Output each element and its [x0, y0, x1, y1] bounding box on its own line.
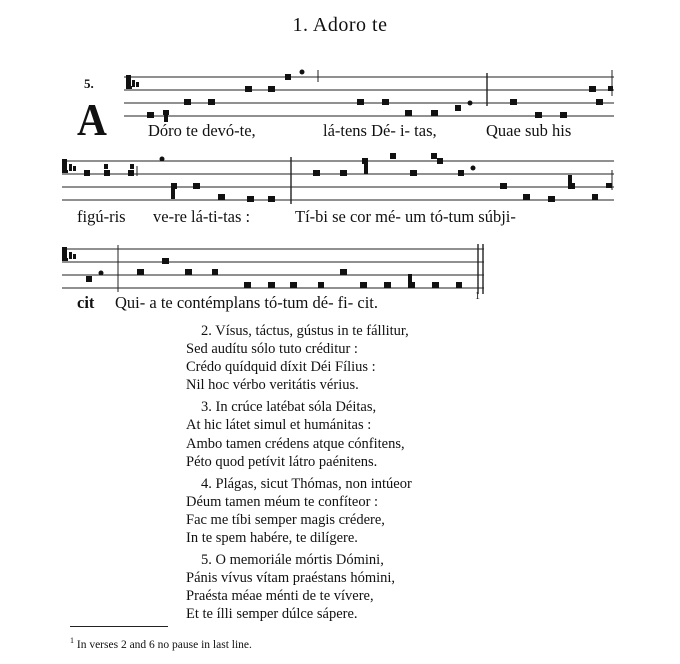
stanza-line: 4. Plágas, sicut Thómas, non intúeor — [201, 475, 412, 492]
stanza-line: Nil hoc vérbo veritátis vérius. — [186, 377, 359, 394]
stanza-line: Déum tamen méum te confíteor : — [186, 493, 379, 510]
stanza-line: Praésta méae ménti de te vívere, — [186, 588, 374, 605]
stanza-line: 5. O memoriále mórtis Dómini, — [201, 552, 384, 569]
initial-letter: A — [77, 94, 107, 145]
lyric-line2-a: figú-ris — [77, 207, 126, 226]
stanza-line: Pánis vívus vítam praéstans hómini, — [186, 570, 396, 587]
stanza-line: Crédo quídquid díxit Déi Fílius : — [186, 359, 376, 376]
lyric-line3-a: cit — [77, 293, 95, 312]
stanza-line: Fac me tíbi semper magis crédere, — [186, 511, 385, 528]
stanza-line: In te spem habére, te dilígere. — [186, 530, 358, 547]
lyric-line1-c: Quae sub his — [486, 121, 572, 140]
stanza-line: Sed audítu sólo tuto créditur : — [186, 341, 358, 358]
mode-number: 5. — [84, 76, 94, 91]
verses — [186, 322, 412, 624]
stanza-line: 3. In crúce latébat sóla Déitas, — [201, 399, 377, 416]
lyric-line1-b: lá-tens Dé- i- tas, — [323, 121, 437, 140]
page-title: 1. Adoro te — [292, 14, 388, 36]
stanza-line: Péto quod petívit látro paénitens. — [186, 453, 378, 470]
lyric-line2-b: ve-re lá-ti-tas : — [153, 207, 251, 226]
footnote-divider — [70, 626, 168, 627]
stanza-4 — [186, 475, 412, 547]
stanza-line: 2. Vísus, táctus, gústus in te fállitur, — [201, 323, 409, 339]
lyric-line1-a: Dóro te devó-te, — [148, 121, 256, 140]
stanza-line: At hic látet simul et humánitas : — [186, 417, 372, 434]
stanza-line: Ambo tamen crédens atque cónfitens, — [186, 435, 405, 452]
stanza-5 — [186, 551, 412, 623]
lyric-line3-b: Qui- a te contémplans tó-tum dé- fi- cit. — [115, 293, 379, 312]
footnote-marker: 1 — [475, 291, 480, 302]
chant-staff-2 — [0, 150, 680, 214]
stanza-2 — [186, 322, 412, 394]
stanza-line: Et te ílli semper dúlce sápere. — [186, 606, 358, 623]
footnote: $^1$ In verses 2 and 6 no pause in last line. — [70, 636, 252, 651]
stanza-3 — [186, 398, 412, 470]
lyric-line2-c: Tí-bi se cor mé- um tó-tum súbji- — [295, 207, 516, 226]
